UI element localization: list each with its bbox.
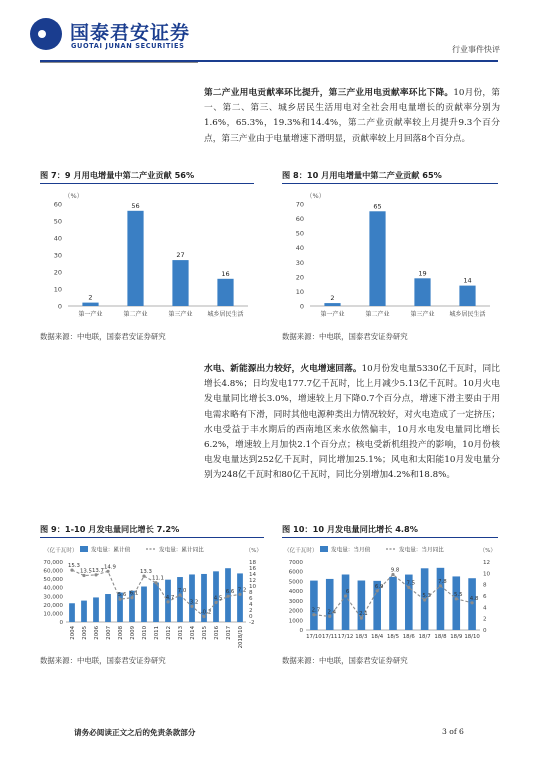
legend-line-label: 发电量：累计同比 [159, 547, 204, 554]
x-tick-label: 18/8 [434, 634, 447, 640]
right-tick-label: 8 [483, 582, 487, 589]
fig7-title: 图 7：9 月用电增量中第二产业贡献 56% [40, 170, 195, 180]
line-data-label: 4.8 [469, 595, 479, 602]
right-tick-label: 12 [249, 578, 257, 584]
left-tick-label: 30,000 [43, 594, 63, 601]
x-tick-label: 第一产业 [78, 311, 103, 318]
fig9-chart [38, 540, 268, 650]
left-tick-label: 4000 [288, 589, 303, 596]
x-tick-label: 2017 [226, 626, 232, 640]
line-data-label: 2.7 [311, 607, 321, 614]
right-tick-label: 0 [483, 628, 487, 634]
left-tick-label: 1000 [288, 618, 303, 625]
y-tick-label: 30 [295, 258, 304, 267]
line-data-label: 6.9 [374, 583, 384, 590]
x-tick-label: 2011 [154, 626, 160, 640]
paragraph-body: 10月份发电量5330亿千瓦时，同比增长4.8%；日均发电177.7亿千瓦时，比上月减少5.13亿千瓦时。10月火电发电量同比增长3.0%，增速较上月下降0.7个百分点，增速下滑主要由于用电需求略有下滑，同时其他电源种类出力情况较好，对火电造成了一定挤压；水电受益于丰水期后的西南地区来水依然偏丰，10月水电发电量同比增长6.2%，增速较上月加快2.1个百分点；核电受新机组投产的影响，10月份核电发电量达到252亿千瓦时，同比增加25.1%；风电和太阳能10月发电量分别为248亿千瓦时和80亿千瓦时，同比分别增加4.2%和18.8%。 [204, 364, 500, 481]
left-tick-label: 7000 [288, 560, 303, 566]
line-data-label: 7.0 [177, 588, 187, 594]
fig8-title: 图 8：10 月用电增量中第二产业贡献 65% [282, 170, 442, 180]
fig7-source: 数据来源：中电联，国泰君安证券研究 [40, 332, 166, 341]
y-tick-label: 50 [53, 217, 62, 226]
x-tick-label: 第二产业 [365, 311, 390, 318]
fig10-chart [280, 540, 502, 650]
fig10-rule [282, 537, 498, 538]
legend-bar-label: 发电量：当月值 [331, 547, 371, 554]
x-tick-label: 18/5 [386, 634, 400, 640]
line-data-label: 5.6 [117, 592, 127, 599]
right-unit-label: （%） [479, 548, 496, 554]
data-label: 19 [418, 269, 427, 278]
x-tick-label: 18/9 [450, 634, 463, 640]
y-tick-label: 70 [295, 200, 304, 209]
line-data-label: 5.3 [422, 592, 431, 599]
x-tick-label: 18/6 [402, 634, 415, 640]
x-tick-label: 2009 [130, 626, 136, 640]
line-data-label: 3.2 [189, 599, 199, 606]
x-tick-label: 17/12 [337, 634, 354, 640]
x-tick-label: 2016 [214, 626, 220, 640]
bar [358, 581, 366, 630]
bar [93, 597, 99, 622]
y-tick-label: 60 [295, 215, 304, 224]
report-type: 行业事件快评 [452, 45, 500, 54]
y-tick-label: 20 [53, 268, 62, 277]
left-unit-label: （亿千瓦时） [284, 548, 318, 554]
bar [69, 603, 75, 622]
bar [459, 286, 475, 306]
line-data-label: 13.3 [139, 569, 153, 576]
x-tick-label: 18/10 [464, 634, 480, 640]
right-tick-label: 2 [249, 608, 253, 614]
right-tick-label: 6 [483, 594, 487, 600]
right-tick-label: 16 [249, 566, 257, 572]
y-tick-label: 40 [295, 244, 304, 253]
line-data-label: 2.1 [359, 611, 368, 618]
data-label: 14 [463, 276, 472, 285]
x-tick-label: 城乡居民生活 [207, 311, 244, 318]
x-tick-label: 第三产业 [168, 311, 193, 318]
x-tick-label: 第二产业 [123, 311, 148, 318]
x-tick-label: 2014 [190, 626, 196, 640]
legend-bar-swatch [80, 546, 88, 552]
fig8-source: 数据来源：中电联，国泰君安证券研究 [282, 332, 408, 341]
line-data-label: 11.1 [151, 575, 165, 582]
fig7-chart [40, 188, 256, 324]
fig9-source: 数据来源：中电联，国泰君安证券研究 [40, 656, 166, 665]
left-tick-label: 60,000 [43, 568, 63, 575]
left-unit-label: （亿千瓦时） [44, 548, 78, 554]
fig8-rule [282, 183, 498, 184]
x-tick-label: 2006 [94, 626, 100, 640]
paragraph-body: 10月份，第一、第二、第三、城乡居民生活用电对全社会用电量增长的贡献率分别为1.6%，65.3%，19.3%和14.4%，第二产业贡献率较上月提升9.3个百分点，第三产业由于电量增速下滑明显，贡献率较上月回落8个百分点。 [204, 88, 500, 144]
data-label: 27 [176, 251, 185, 260]
bar [414, 278, 430, 306]
header-rule-secondary [40, 62, 198, 63]
x-tick-label: 2004 [70, 626, 76, 640]
y-tick-label: 40 [53, 234, 62, 243]
bar [437, 568, 445, 630]
fig10-source: 数据来源：中电联，国泰君安证券研究 [282, 656, 408, 665]
right-tick-label: 12 [483, 560, 491, 566]
right-tick-label: 10 [483, 571, 491, 578]
bar [172, 260, 188, 306]
x-tick-label: 2007 [106, 626, 112, 640]
paragraph-lead: 水电、新能源出力较好，火电增速回落。 [204, 364, 362, 374]
right-tick-label: 4 [483, 605, 487, 612]
left-tick-label: 10,000 [43, 611, 63, 618]
x-tick-label: 18/4 [371, 634, 384, 640]
left-tick-label: 20,000 [43, 602, 63, 609]
right-tick-label: 2 [483, 616, 487, 623]
bar [324, 303, 340, 306]
bar [237, 573, 243, 622]
y-tick-label: 10 [53, 285, 62, 294]
x-tick-label: 第一产业 [320, 311, 345, 318]
x-tick-label: 城乡居民生活 [449, 311, 486, 318]
line-data-label: 14.9 [103, 564, 117, 571]
left-tick-label: 0 [299, 628, 303, 634]
line-data-label: 6.1 [129, 590, 139, 597]
line-data-label: 4.5 [213, 595, 223, 602]
line-data-label: 6 [345, 589, 350, 595]
data-label: 65 [373, 202, 382, 211]
line-data-label: 6.6 [225, 589, 235, 596]
x-tick-label: 2015 [202, 626, 208, 640]
x-tick-label: 2005 [82, 626, 88, 640]
x-tick-label: 18/7 [418, 634, 431, 640]
data-label: 2 [88, 293, 93, 302]
brand-name-en: GUOTAI JUNAN SECURITIES [71, 42, 185, 50]
legend-bar-label: 发电量：累计值 [91, 547, 131, 554]
bar [326, 579, 337, 630]
bar [217, 279, 233, 306]
bar [189, 574, 195, 622]
y-tick-label: 10 [295, 287, 304, 296]
y-unit-label: （%） [64, 192, 84, 200]
line-data-label: 15.3 [67, 563, 81, 570]
y-tick-label: 20 [295, 273, 304, 282]
brand-name: 国泰君安证券 [70, 22, 191, 44]
bar [342, 575, 350, 630]
bar [310, 581, 318, 630]
line-data-label: 13.7 [91, 567, 105, 574]
left-tick-label: 6000 [288, 569, 303, 576]
right-tick-label: 4 [249, 602, 253, 608]
y-tick-label: 50 [295, 229, 304, 238]
y-unit-label: （%） [306, 192, 326, 200]
left-tick-label: 2000 [288, 608, 303, 615]
y-tick-label: 0 [57, 302, 62, 311]
x-tick-label: 2018/10 [238, 626, 244, 649]
legend-bar-swatch [320, 546, 328, 552]
page-number: 3 of 6 [442, 727, 464, 736]
right-tick-label: 0 [249, 614, 253, 620]
bar [127, 211, 143, 306]
bar [81, 601, 87, 622]
line-data-label: 13.5 [79, 568, 93, 575]
x-tick-label: 2010 [142, 626, 148, 640]
legend-line-label: 发电量：当月同比 [399, 547, 444, 554]
fig10-title: 图 10：10 月发电量同比增长 4.8% [282, 524, 418, 534]
right-tick-label: 10 [249, 584, 257, 590]
right-tick-label: -2 [249, 620, 255, 626]
paragraph-consumption-contribution [204, 86, 500, 147]
x-tick-label: 第三产业 [410, 311, 435, 318]
left-tick-label: 0 [59, 620, 63, 626]
fig8-chart [282, 188, 498, 324]
bar [389, 577, 397, 630]
bar [141, 587, 147, 622]
line-data-label: 7.2 [237, 587, 247, 594]
left-tick-label: 50,000 [43, 577, 63, 584]
line-data-label: 7.8 [438, 578, 447, 585]
bar [105, 594, 111, 622]
data-label: 16 [221, 269, 230, 278]
y-tick-label: 60 [53, 200, 62, 209]
fig9-title: 图 9：1-10 月发电量同比增长 7.2% [40, 524, 180, 534]
guotai-junan-logo-icon [28, 16, 64, 52]
right-tick-label: 14 [249, 572, 257, 578]
x-tick-label: 2008 [118, 626, 124, 640]
x-tick-label: 17/11 [321, 634, 338, 640]
x-tick-label: 18/3 [355, 634, 368, 640]
right-tick-label: 18 [249, 560, 257, 566]
x-tick-label: 17/10 [306, 634, 322, 640]
bar [369, 211, 385, 306]
right-tick-label: 8 [249, 590, 253, 596]
data-label: 56 [131, 201, 140, 210]
line-data-label: 5.5 [453, 591, 463, 598]
left-tick-label: 40,000 [43, 585, 63, 592]
fig9-rule [40, 537, 264, 538]
bar [177, 577, 183, 622]
y-tick-label: 30 [53, 251, 62, 260]
right-tick-label: 6 [249, 596, 253, 602]
line-data-label: 9.8 [390, 567, 400, 574]
line-data-label: 2.4 [327, 609, 337, 616]
bar [153, 583, 159, 622]
fig7-rule [40, 183, 254, 184]
line-data-label: -0.2 [200, 609, 212, 616]
left-tick-label: 70,000 [43, 560, 63, 566]
line-data-label: 7.5 [406, 580, 416, 587]
bar [82, 303, 98, 306]
x-tick-label: 2012 [166, 626, 172, 640]
left-tick-label: 3000 [288, 598, 303, 605]
line-data-label: 4.7 [165, 594, 175, 601]
left-tick-label: 5000 [288, 579, 303, 586]
x-tick-label: 2013 [178, 626, 184, 640]
data-label: 2 [330, 294, 335, 303]
paragraph-lead: 第二产业用电贡献率环比提升，第三产业用电贡献率环比下降。 [204, 88, 454, 98]
right-unit-label: （%） [245, 548, 262, 554]
bar [452, 576, 460, 630]
paragraph-generation [204, 362, 500, 484]
y-tick-label: 0 [299, 302, 304, 311]
footer-disclaimer: 请务必阅读正文之后的免责条款部分 [74, 728, 196, 737]
